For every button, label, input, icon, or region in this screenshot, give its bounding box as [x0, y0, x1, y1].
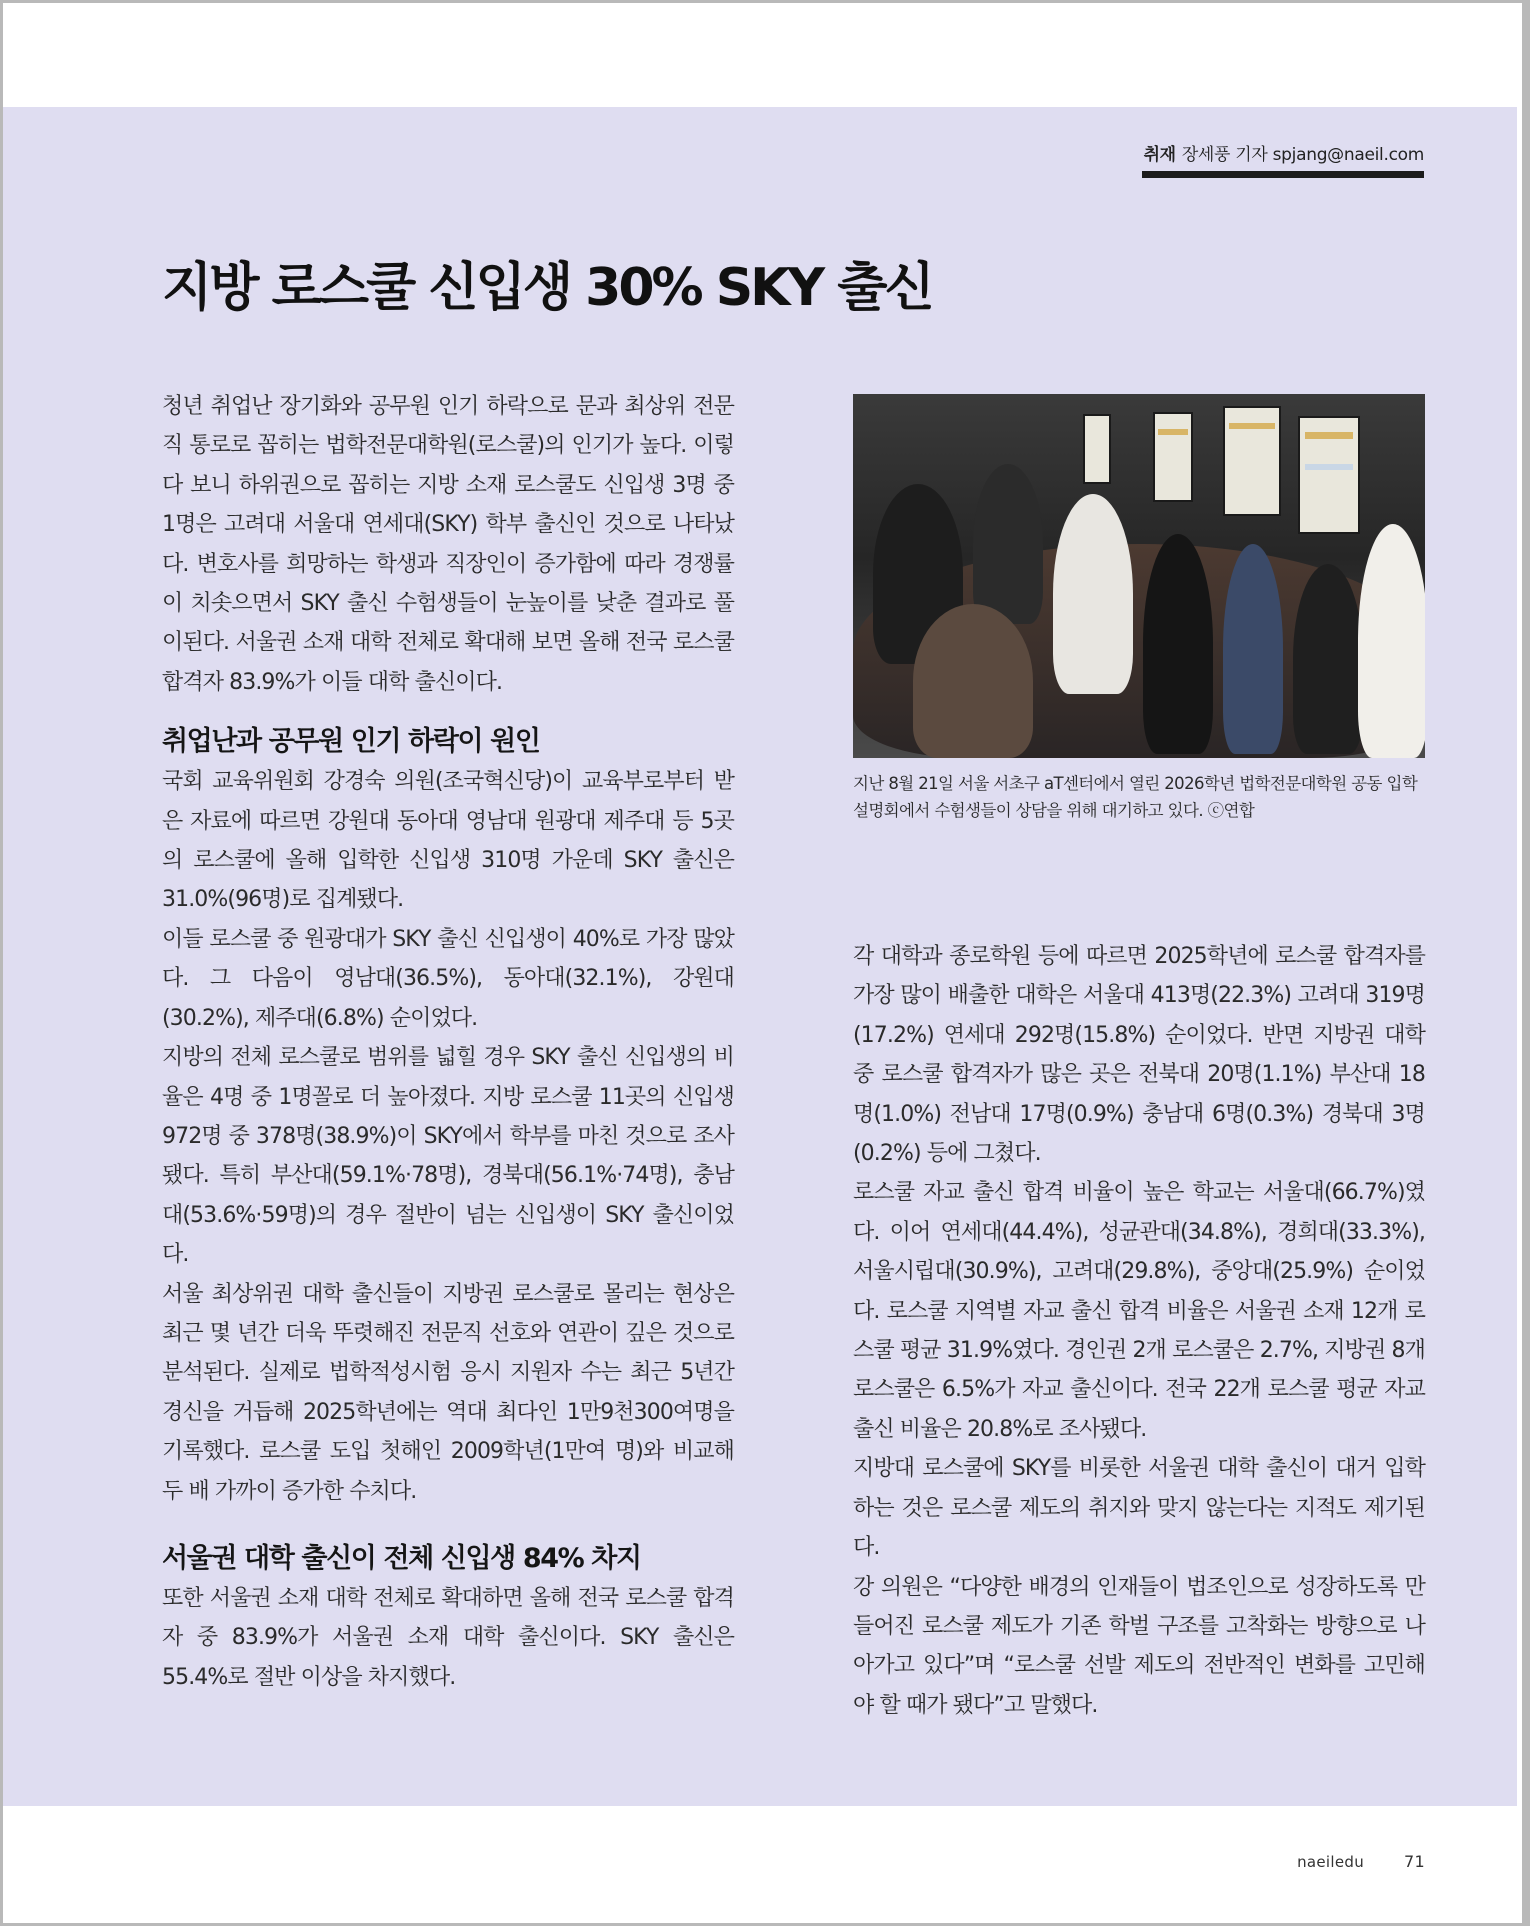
article-headline: 지방 로스쿨 신입생 30% SKY 출신 [162, 258, 932, 318]
body-paragraph: 지방대 로스쿨에 SKY를 비롯한 서울권 대학 출신이 대거 입학하는 것은 로스쿨 제도의 취지와 맞지 않는다는 지적도 제기된다. [853, 1456, 1425, 1561]
byline-author: 장세풍 기자 spjang@naeil.com [1181, 145, 1424, 165]
crowd-graphic [1223, 544, 1283, 754]
body-paragraph: 또한 서울권 소재 대학 전체로 확대하면 올해 전국 로스쿨 합격자 중 83.9%가 서울권 소재 대학 출신이다. SKY 출신은 55.4%로 절반 이상을 차지했다. [162, 1585, 734, 1690]
crowd-graphic [1358, 524, 1425, 758]
page-number: 71 [1404, 1852, 1425, 1871]
lead-paragraph: 청년 취업난 장기화와 공무원 인기 하락으로 문과 최상위 전문직 통로로 꼽히는 법학전문대학원(로스쿨)의 인기가 높다. 이렇다 보니 하위권으로 꼽히는 지방 소재 로스쿨도 신입생 3명 중 1명은 고려대 서울대 연세대(SKY) 학부 출신인 것으로 나타났다. 변호사를 희망하는 학생과 직장인이 증가함에 따라 경쟁률이 치솟으면서 SKY 출신 수험생들이 눈높이를 낮춘 결과로 풀이된다. 서울권 소재 대학 전체로 확대해 보면 올해 전국 로스쿨 합격자 83.9%가 이들 대학 출신이다. [162, 394, 734, 695]
byline-underline [1142, 171, 1424, 178]
crowd-graphic [973, 464, 1043, 624]
section-heading-2: 서울권 대학 출신이 전체 신입생 84% 차지 [162, 1542, 641, 1574]
body-paragraph: 강 의원은 “다양한 배경의 인재들이 법조인으로 성장하도록 만들어진 로스쿨 제도가 기존 학벌 구조를 고착화는 방향으로 나아가고 있다”며 “로스쿨 선발 제도의 전반적인 변화를 고민해야 할 때가 됐다”고 말했다. [853, 1574, 1425, 1718]
body-paragraph: 이들 로스쿨 중 원광대가 SKY 출신 신입생이 40%로 가장 많았다. 그 다음이 영남대(36.5%), 동아대(32.1%), 강원대(30.2%), 제주대(6.8%) 순이었다. [162, 926, 734, 1031]
poster-graphic [1153, 412, 1193, 502]
body-paragraph: 각 대학과 종로학원 등에 따르면 2025학년에 로스쿨 합격자를 가장 많이 배출한 대학은 서울대 413명(22.3%) 고려대 319명(17.2%) 연세대 292명(15.8%) 순이었다. 반면 지방권 대학 중 로스쿨 합격자가 많은 곳은 전북대 20명(1.1%) 부산대 18명(1.0%) 전남대 17명(0.9%) 충남대 6명(0.3%) 경북대 3명(0.2%) 등에 그쳤다. [853, 944, 1425, 1167]
publication-name: naeiledu [1297, 1853, 1365, 1871]
news-photo [853, 394, 1425, 758]
left-column [162, 387, 734, 1697]
body-paragraph: 국회 교육위원회 강경숙 의원(조국혁신당)이 교육부로부터 받은 자료에 따르면 강원대 동아대 영남대 원광대 제주대 등 5곳의 로스쿨에 올해 입학한 신입생 310명 가운데 SKY 출신은 31.0%(96명)로 집계됐다. [162, 769, 734, 913]
photo-caption: 지난 8월 21일 서울 서초구 aT센터에서 열린 2026학년 법학전문대학원 공동 입학 설명회에서 수험생들이 상담을 위해 대기하고 있다. ⓒ연합 [853, 774, 1418, 820]
page-footer [1260, 1852, 1425, 1871]
crowd-graphic [1053, 494, 1133, 694]
crowd-graphic [1293, 564, 1363, 754]
body-paragraph: 지방의 전체 로스쿨로 범위를 넓힐 경우 SKY 출신 신입생의 비율은 4명 중 1명꼴로 더 높아졌다. 지방 로스쿨 11곳의 신입생 972명 중 378명(38.9%)이 SKY에서 학부를 마친 것으로 조사됐다. 특히 부산대(59.1%·78명), 경북대(56.1%·74명), 충남대(53.6%·59명)의 경우 절반이 넘는 신입생이 SKY 출신이었다. [162, 1045, 734, 1268]
poster-graphic [1298, 416, 1360, 534]
poster-graphic [1223, 406, 1281, 516]
byline [1142, 140, 1424, 165]
body-paragraph: 서울 최상위권 대학 출신들이 지방권 로스쿨로 몰리는 현상은 최근 몇 년간 더욱 뚜렷해진 전문직 선호와 연관이 깊은 것으로 분석된다. 실제로 법학적성시험 응시 지원자 수는 최근 5년간 경신을 거듭해 2025학년에는 역대 최다인 1만9천300여명을 기록했다. 로스쿨 도입 첫해인 2009학년(1만여 명)와 비교해 두 배 가까이 증가한 수치다. [162, 1281, 734, 1504]
poster-graphic [1083, 414, 1111, 484]
byline-label: 취재 [1143, 145, 1176, 165]
crowd-graphic [1143, 534, 1213, 754]
body-paragraph: 로스쿨 자교 출신 합격 비율이 높은 학교는 서울대(66.7%)였다. 이어 연세대(44.4%), 성균관대(34.8%), 경희대(33.3%), 서울시립대(30.9%), 고려대(29.8%), 중앙대(25.9%) 순이었다. 로스쿨 지역별 자교 출신 합격 비율은 서울권 소재 12개 로스쿨 평균 31.9%였다. 경인권 2개 로스쿨은 2.7%, 지방권 8개 로스쿨은 6.5%가 자교 출신이다. 전국 22개 로스쿨 평균 자교 출신 비율은 20.8%로 조사됐다. [853, 1180, 1425, 1442]
crowd-graphic [913, 604, 1033, 758]
right-column [853, 937, 1425, 1725]
section-heading-1: 취업난과 공무원 인기 하락이 원인 [162, 726, 540, 758]
